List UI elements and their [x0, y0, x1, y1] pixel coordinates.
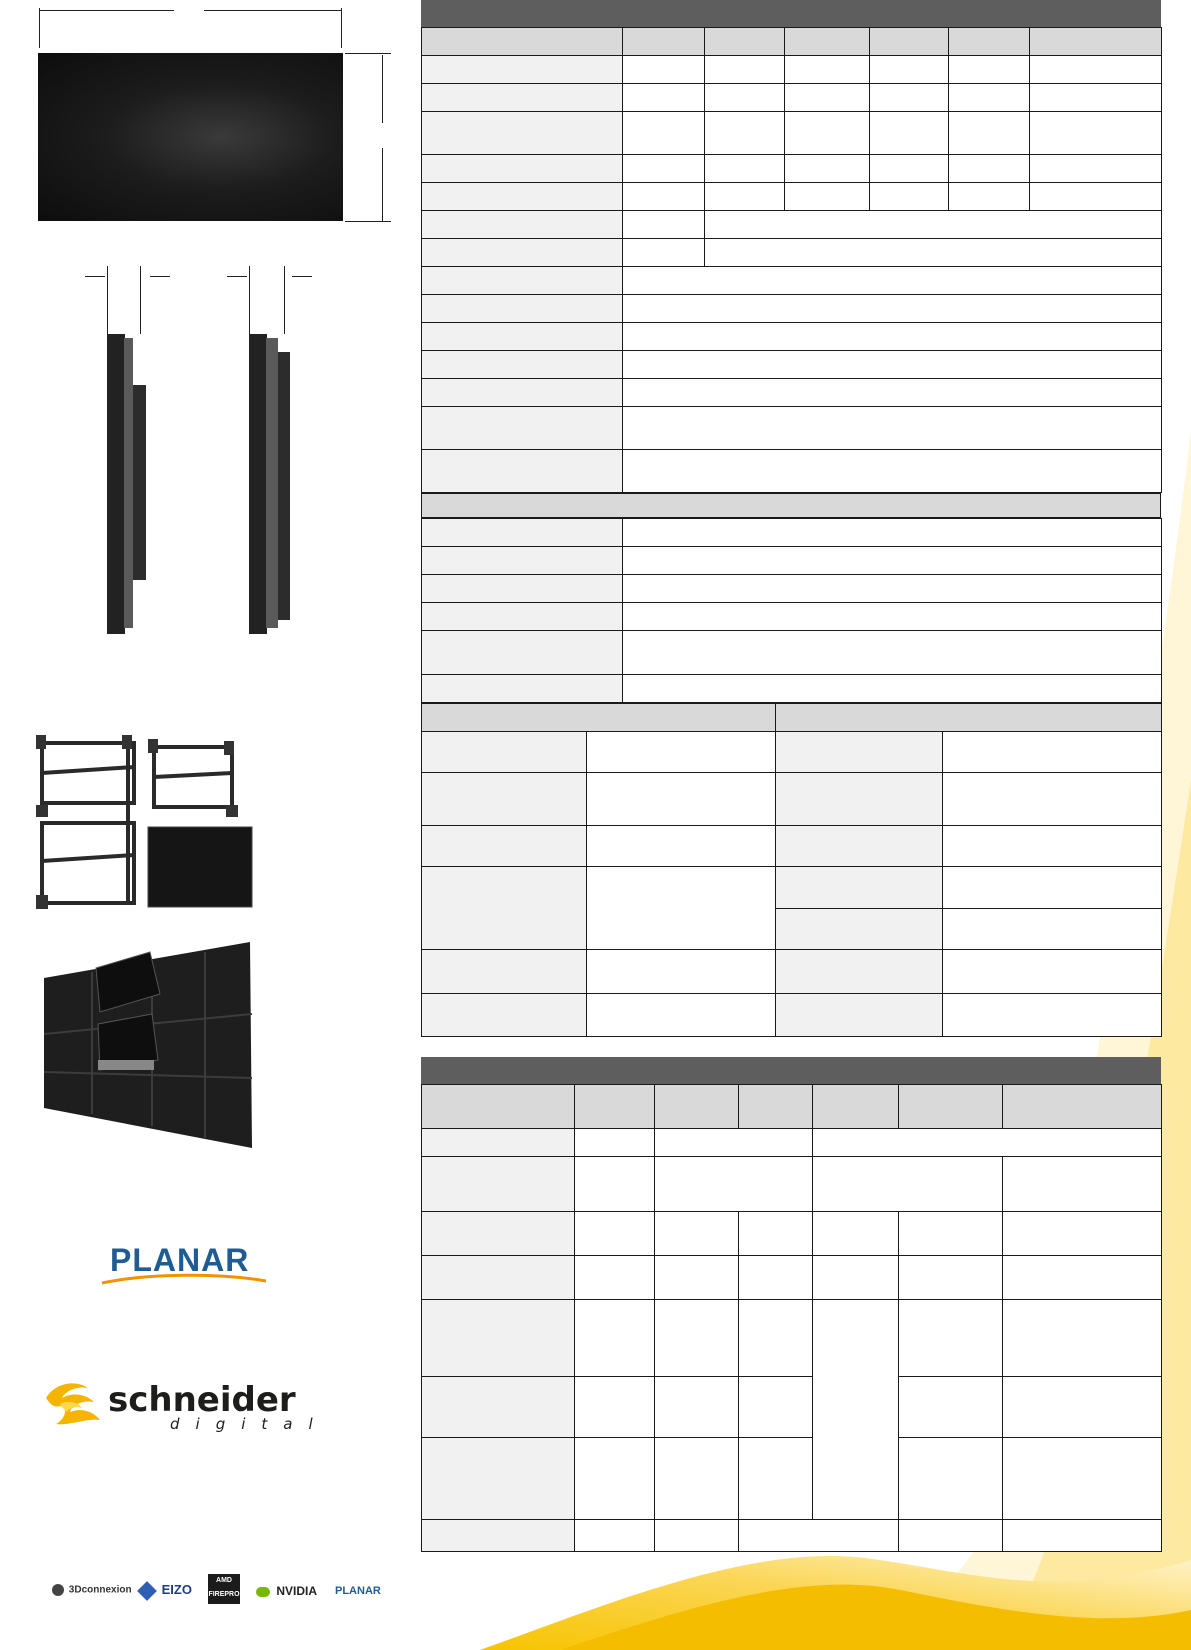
planar-logo: PLANAR [110, 1242, 250, 1278]
display-front-view-icon [38, 53, 343, 221]
dimension-line [39, 8, 40, 48]
partner-logo-eizo: EIZO [140, 1582, 192, 1598]
table-header-bar [421, 1057, 1161, 1084]
partner-logo-3dconnexion: 3Dconnexion [52, 1584, 132, 1596]
mount-bracket [266, 338, 278, 628]
eizo-icon [137, 1581, 157, 1601]
dimension-line [227, 276, 247, 277]
dimension-line [284, 266, 285, 334]
dimension-line [150, 276, 170, 277]
schneider-digital-wordmark: digital [170, 1415, 329, 1433]
dimension-line [292, 276, 312, 277]
dimension-line [40, 10, 174, 11]
partner-logo-nvidia: NVIDIA [256, 1584, 317, 1598]
dimension-line [85, 276, 105, 277]
schneider-flame-icon [42, 1378, 108, 1430]
mount-bracket [124, 338, 133, 628]
mount-plate [278, 352, 290, 620]
mounting-frame-icon [36, 735, 254, 915]
section-bar [421, 493, 1161, 518]
mount-plate [133, 385, 146, 580]
dimension-line [140, 266, 141, 334]
schneider-logo: schneider [108, 1380, 296, 1420]
dimension-line [249, 266, 250, 334]
dimension-line [382, 148, 383, 221]
partner-logo-amd: AMD FIREPRO [208, 1574, 240, 1604]
dimension-line [341, 8, 342, 48]
dimension-line [204, 10, 341, 11]
spec-table-display [421, 27, 1161, 1037]
3dconnexion-icon [52, 1584, 64, 1596]
partner-logo-planar: PLANAR [335, 1585, 381, 1597]
display-side-view-icon [249, 334, 267, 634]
nvidia-eye-icon [256, 1587, 270, 1597]
dimension-line [345, 53, 391, 54]
table-header-bar [421, 0, 1161, 27]
dimension-line [382, 55, 383, 123]
video-wall-icon [40, 938, 252, 1153]
spec-table-systems [421, 1084, 1161, 1552]
display-side-view-icon [107, 334, 125, 634]
dimension-line [345, 221, 391, 222]
dimension-line [107, 266, 108, 334]
